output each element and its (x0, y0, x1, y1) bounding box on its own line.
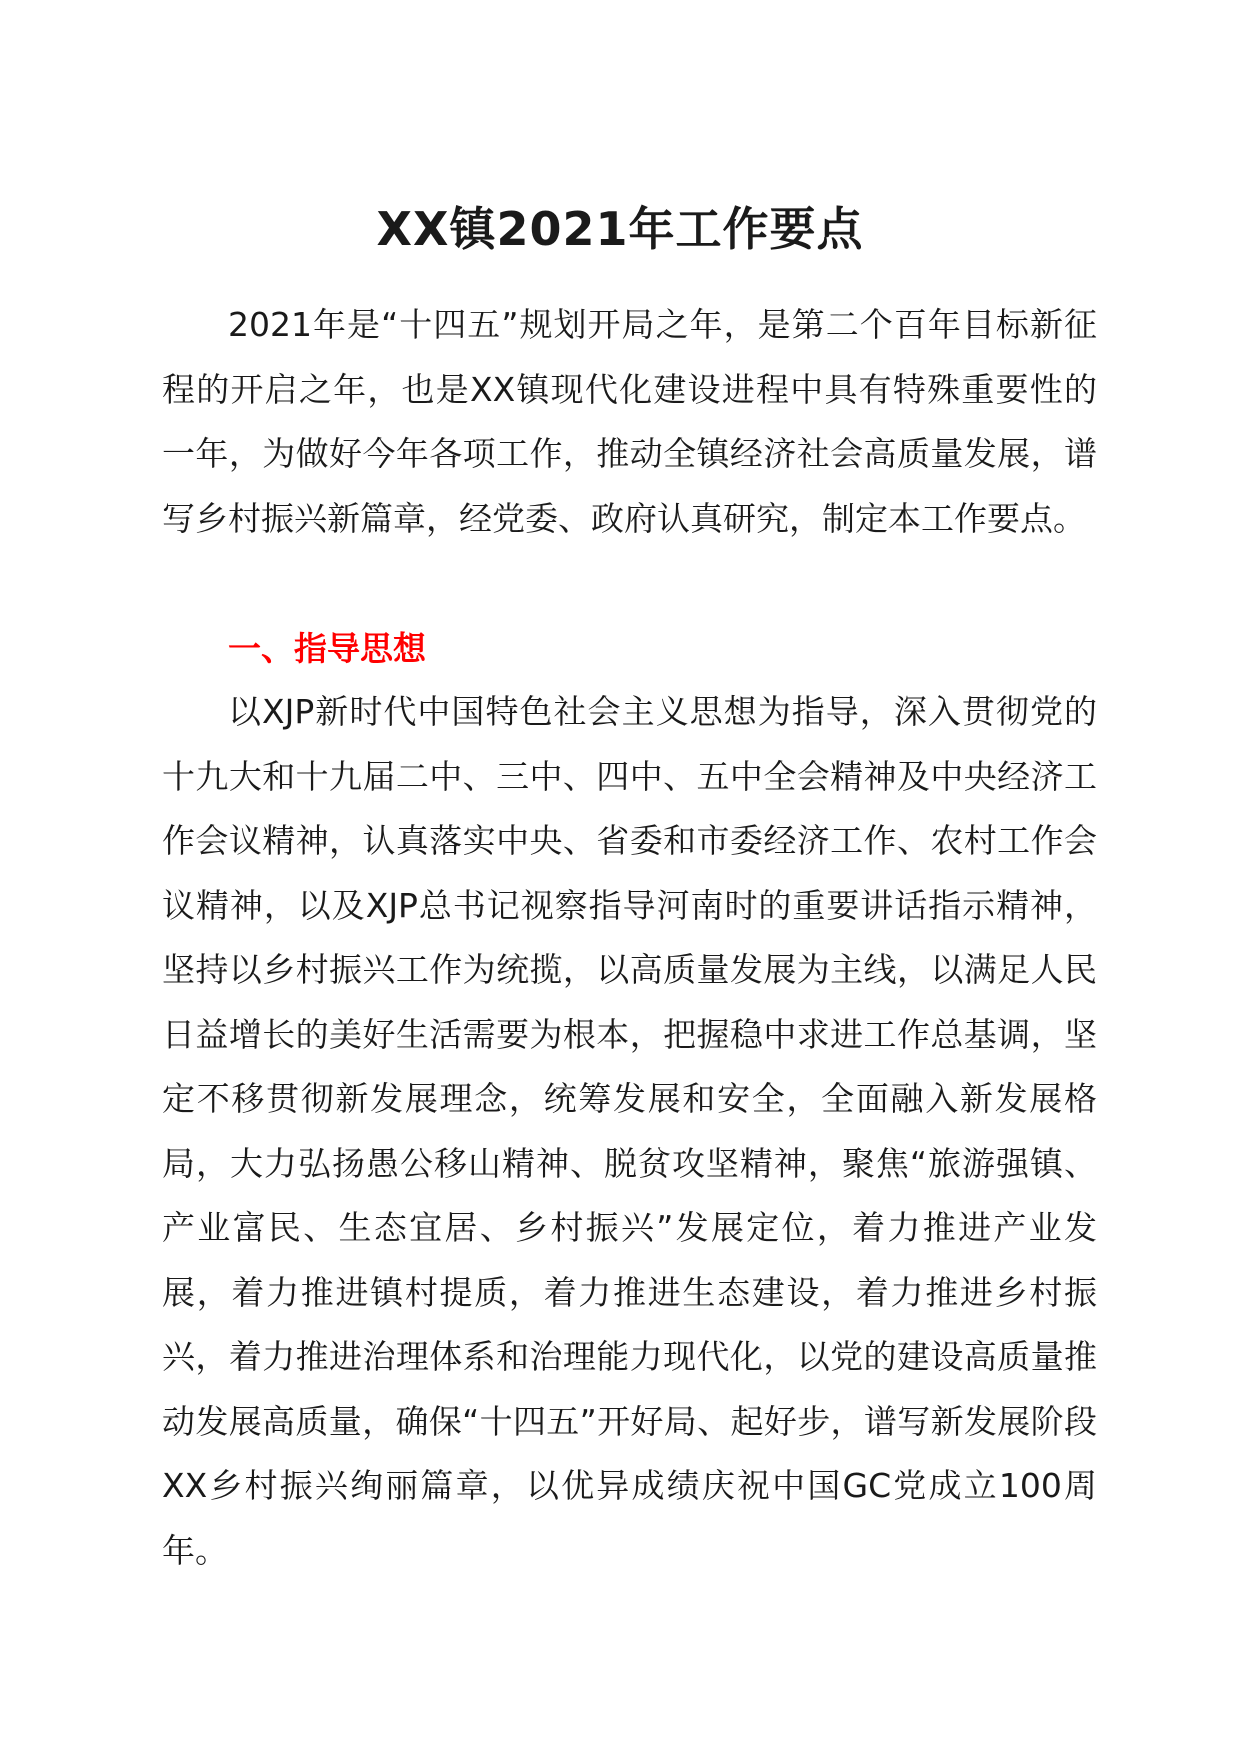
section-paragraph-guiding-thought: 以XJP新时代中国特色社会主义思想为指导，深入贯彻党的十九大和十九届二中、三中、四中、五中全会精神及中央经济工作会议精神，认真落实中央、省委和市委经济工作、农村工作会议精神，以及XJP总书记视察指导河南时的重要讲话指示精神，坚持以乡村振兴工作为统揽，以高质量发展为主线，以满足人民日益增长的美好生活需要为根本，把握稳中求进工作总基调，坚定不移贯彻新发展理念，统筹发展和安全，全面融入新发展格局，大力弘扬愚公移山精神、脱贫攻坚精神，聚焦“旅游强镇、产业富民、生态宜居、乡村振兴”发展定位，着力推进产业发展，着力推进镇村提质，着力推进生态建设，着力推进乡村振兴，着力推进治理体系和治理能力现代化，以党的建设高质量推动发展高质量，确保“十四五”开好局、起好步，谱写新发展阶段XX乡村振兴绚丽篇章，以优异成绩庆祝中国GC党成立100周年。 (162, 692, 1097, 1570)
intro-paragraph: 2021年是“十四五”规划开局之年，是第二个百年目标新征程的开启之年，也是XX镇现代化建设进程中具有特殊重要性的一年，为做好今年各项工作，推动全镇经济社会高质量发展，谱写乡村振兴新篇章，经党委、政府认真研究，制定本工作要点。 (162, 305, 1097, 538)
document-title: XX镇2021年工作要点 (376, 202, 864, 256)
section-heading-guiding-thought: 一、指导思想 (228, 629, 426, 668)
